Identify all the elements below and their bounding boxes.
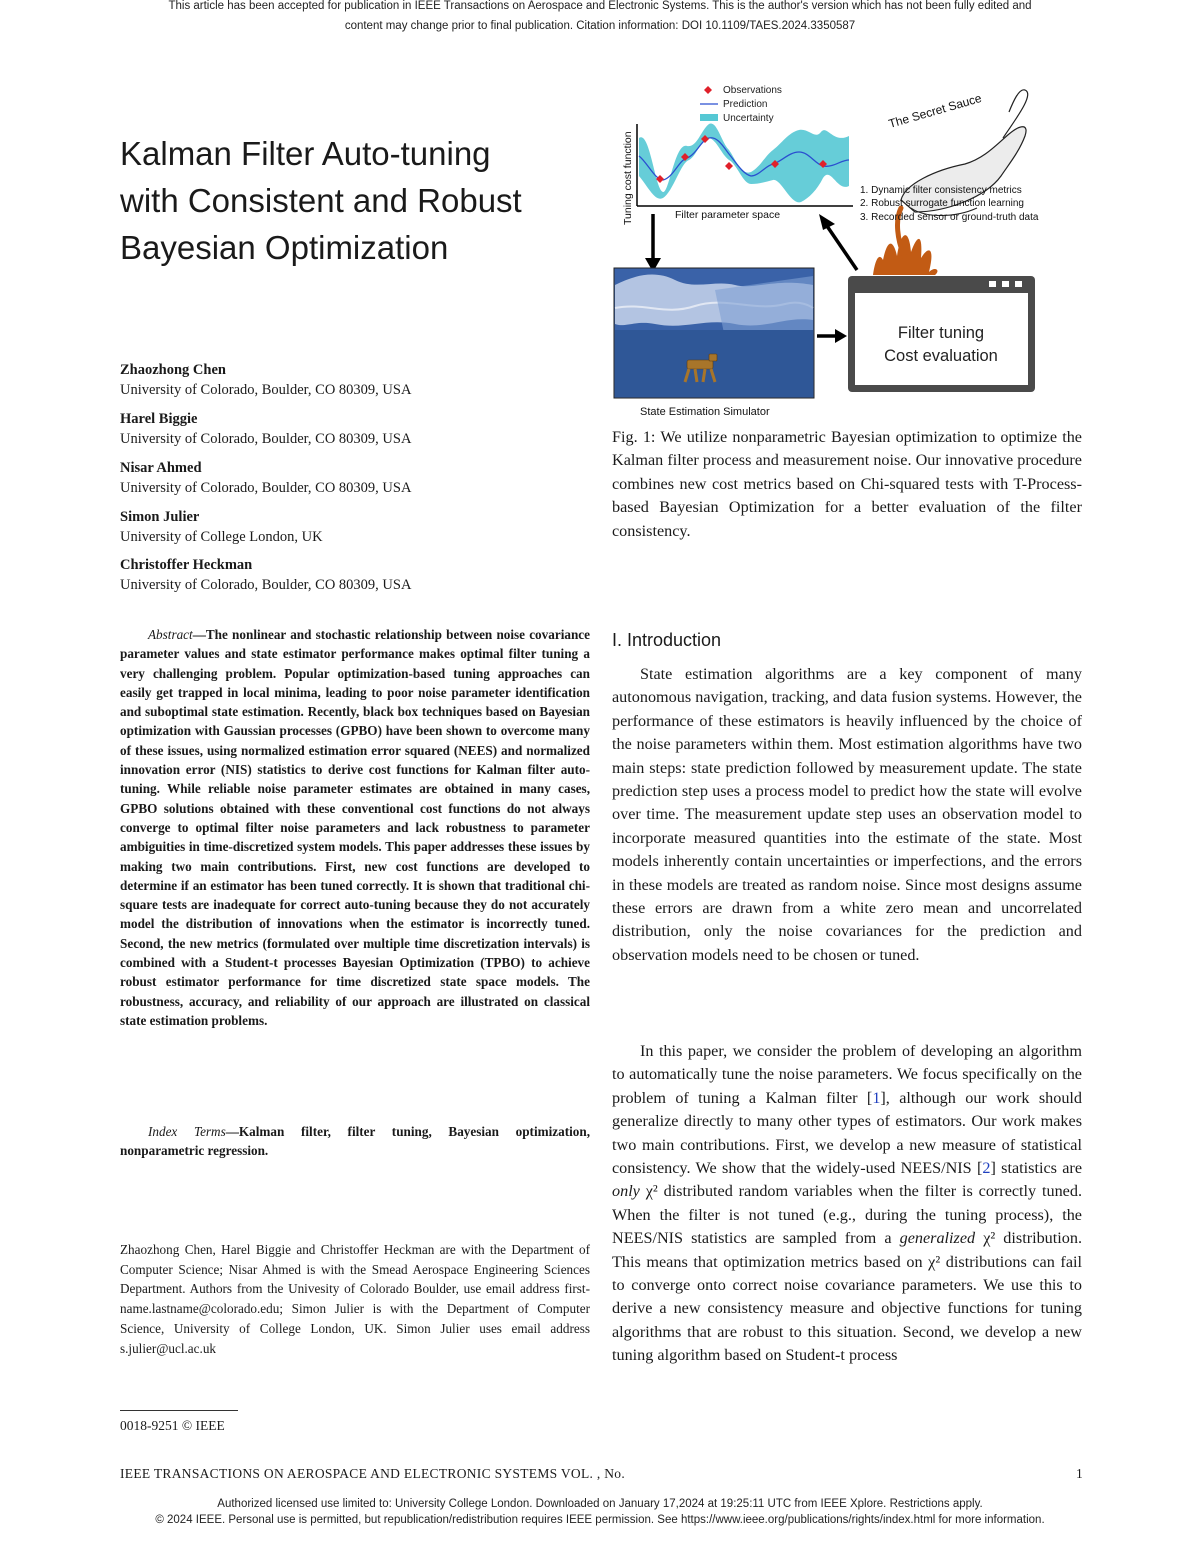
author-affiliation: University of Colorado, Boulder, CO 80309, USA <box>120 431 412 447</box>
chart-legend <box>700 85 782 124</box>
author-affiliation: University of Colorado, Boulder, CO 80309, USA <box>120 382 412 398</box>
observation-point <box>725 162 733 170</box>
robot-body <box>687 360 713 369</box>
window-dot <box>1002 281 1009 287</box>
para2-generalized: generalized <box>899 1229 976 1248</box>
y-axis-label: Tuning cost function <box>622 131 634 225</box>
footnote-rule <box>120 1410 238 1411</box>
figure-caption: Fig. 1: We utilize nonparametric Bayesian optimization to optimize the Kalman filter process and measurement noise. Our innovative procedure combines new cost metrics based on Chi-squared tests with T-Process-based Bayesian Optimization for a better evaluation of the filter consistency. <box>612 428 1082 540</box>
x-axis-label: Filter parameter space <box>675 209 781 221</box>
arrow-head-up <box>819 214 835 230</box>
author-name: Nisar Ahmed <box>120 460 202 476</box>
para2-part-a: In this paper, we consider the problem of developing an algorithm to automatically tune the noise parameters. We focus specifically on the problem of tuning a Kalman filter [ <box>612 1042 1082 1107</box>
page-number: 1 <box>1076 1466 1083 1481</box>
license-notice-line2: © 2024 IEEE. Personal use is permitted, but republication/redistribution requires IEEE permission. See https://www.ieee.org/publications/rights/index.html for more information. <box>155 1514 1045 1526</box>
sauce-item-1: 1. Dynamic filter consistency metrics <box>860 185 1022 196</box>
window-dot <box>989 281 996 287</box>
secret-sauce-label: The Secret Sauce <box>886 90 984 131</box>
author-name: Simon Julier <box>120 509 200 525</box>
sauce-item-2: 2. Robust surrogate function learning <box>860 198 1024 209</box>
intro-paragraph-2 <box>612 1040 1082 1368</box>
index-terms-text: —Kalman filter, filter tuning, Bayesian optimization, nonparametric regression. <box>120 1124 590 1159</box>
section-heading-introduction: I. Introduction <box>612 630 722 650</box>
legend-uncertainty-swatch <box>700 114 718 121</box>
acceptance-notice-line1: This article has been accepted for publication in IEEE Transactions on Aerospace and Electronic Systems. This is the author's version which has not been fully edited and <box>168 0 1032 12</box>
window-dot <box>1015 281 1022 287</box>
index-terms-lead: Index Terms <box>148 1124 226 1139</box>
para2-part-b: ], although our work should generalize directly to many other types of estimators. Our work makes two main contributions. First, we develop a new measure of statistical consistency. We show that the widely-used NEES/NIS [ <box>612 1088 1082 1178</box>
paper-title <box>120 130 590 271</box>
para2-part-c: ] statistics are <box>990 1159 1082 1178</box>
robot-head <box>709 354 717 361</box>
author-name: Zhaozhong Chen <box>120 362 226 378</box>
license-notice-line1: Authorized licensed use limited to: University College London. Downloaded on January 17,2024 at 19:25:11 UTC from IEEE Xplore. Restrictions apply. <box>217 1498 983 1510</box>
arrow-to-chart <box>827 226 857 270</box>
title-line-1: Kalman Filter Auto-tuning <box>120 135 491 172</box>
simulator-image <box>614 268 814 398</box>
acceptance-notice-line2: content may change prior to final publication. Citation information: DOI 10.1109/TAES.2024.3350587 <box>344 20 856 32</box>
abstract-text: —The nonlinear and stochastic relationship between noise covariance parameter values and state estimator performance makes optimal filter tuning a very challenging problem. Popular optimization-based tuning approaches can easily get trapped in local minima, leading to poor noise parameter identification and suboptimal state estimation. Recently, black box techniques based on Bayesian optimization with Gaussian processes (GPBO) have been shown to overcome many of these issues, using normalized estimation error squared (NEES) and normalized innovation error (NIS) statistics to derive cost functions for Kalman filter auto-tuning. While reliable noise parameter estimates are obtained in many cases, GPBO solutions obtained with these conventional cost functions do not always converge to optimal filter noise parameters and lack robustness to parameter ambiguities in time-discretized system models. This paper addresses these issues by making two main contributions. First, new cost functions are developed to determine if an estimator has been tuned correctly. It is shown that traditional chi-square tests are inadequate for correct auto-tuning because they do not accurately model the distribution of innovations when the estimator is incorrectly tuned. Second, the new metrics (formulated over multiple time discretization intervals) is combined with a Student-t processes Bayesian Optimization (TPBO) to achieve robust estimator performance for time discretized state space models. The robustness, accuracy, and reliability of our approach are illustrated on classical state estimation problems. <box>120 627 590 1028</box>
simulator-label: State Estimation Simulator <box>640 406 770 418</box>
para2-part-d: χ² distributed random variables when the filter is correctly tuned. When the filter is not tuned (e.g., during the tuning process), the NEES/NIS statistics are sampled from a <box>612 1182 1082 1248</box>
author-entry <box>120 360 600 400</box>
legend-observations: Observations <box>723 85 782 96</box>
legend-uncertainty: Uncertainty <box>723 113 774 124</box>
legend-prediction: Prediction <box>723 99 768 110</box>
author-affiliation: University of Colorado, Boulder, CO 80309, USA <box>120 480 412 496</box>
robot-leg <box>695 369 697 382</box>
author-entry <box>120 458 600 498</box>
running-head: IEEE TRANSACTIONS ON AEROSPACE AND ELECTRONIC SYSTEMS VOL. , No. <box>120 1466 625 1481</box>
robot-leg <box>703 369 705 382</box>
citation-link-1[interactable]: 1 <box>872 1088 881 1107</box>
abstract <box>120 625 590 1030</box>
title-line-3: Bayesian Optimization <box>120 229 449 266</box>
author-entry <box>120 507 600 547</box>
para2-part-e: χ² distribution. This means that optimization metrics based on χ² distributions can fail to converge onto correct noise covariance parameters. We use this to derive a new consistency measure and objective functions for tuning algorithms that are robust to this situation. Second, we develop a new tuning algorithm based on Student-t process <box>612 1229 1082 1365</box>
intro-paragraph-1: State estimation algorithms are a key component of many autonomous navigation, tracking, and data fusion systems. However, the performance of these estimators is heavily influenced by the choice of the noise parameters within them. Most estimation algorithms have two main steps: state prediction followed by measurement update. The state prediction step uses a process model to predict how the state will evolve over time. The measurement update step uses an observation model to incorporate measured quantities into the estimate of the state. Most models inherently contain uncertainties or imperfections, and the errors in these models are treated as random noise. Since most designs assume these errors are drawn from a white zero mean and uncorrelated distribution, only the noise covariances for the prediction and observation models need to be chosen or tuned. <box>612 665 1082 964</box>
cost-evaluation-box <box>848 276 1035 392</box>
sauce-item-3: 3. Recorded sensor or ground-truth data <box>860 212 1039 223</box>
citation-link-2[interactable]: 2 <box>982 1159 991 1178</box>
author-entry <box>120 555 600 595</box>
title-line-2: with Consistent and Robust <box>120 182 522 219</box>
box-line-1: Filter tuning <box>897 324 985 342</box>
ground-area <box>615 330 813 397</box>
index-terms <box>120 1122 590 1161</box>
box-line-2: Cost evaluation <box>884 347 998 365</box>
para2-only: only <box>612 1182 640 1201</box>
legend-observation-marker <box>704 86 712 94</box>
issn-line: 0018-9251 © IEEE <box>120 1418 225 1433</box>
author-entry <box>120 409 600 449</box>
author-name: Harel Biggie <box>120 411 198 427</box>
author-affiliation: University of Colorado, Boulder, CO 80309, USA <box>120 577 412 593</box>
author-footnote: Zhaozhong Chen, Harel Biggie and Christoffer Heckman are with the Department of Computer Science; Nisar Ahmed is with the Smead Aerospace Engineering Sciences Department. Authors from the Univesity of Colorado Boulder, use email address first-name.lastname@colorado.edu; Simon Julier is with the Department of Computer Science, University of College London, UK. Simon Julier uses email address s.julier@ucl.ac.uk <box>120 1242 590 1356</box>
author-affiliation: University of College London, UK <box>120 529 323 545</box>
figure-1 <box>605 80 1085 425</box>
author-name: Christoffer Heckman <box>120 557 253 573</box>
abstract-lead: Abstract <box>148 627 193 642</box>
arrow-head-right <box>835 329 847 343</box>
